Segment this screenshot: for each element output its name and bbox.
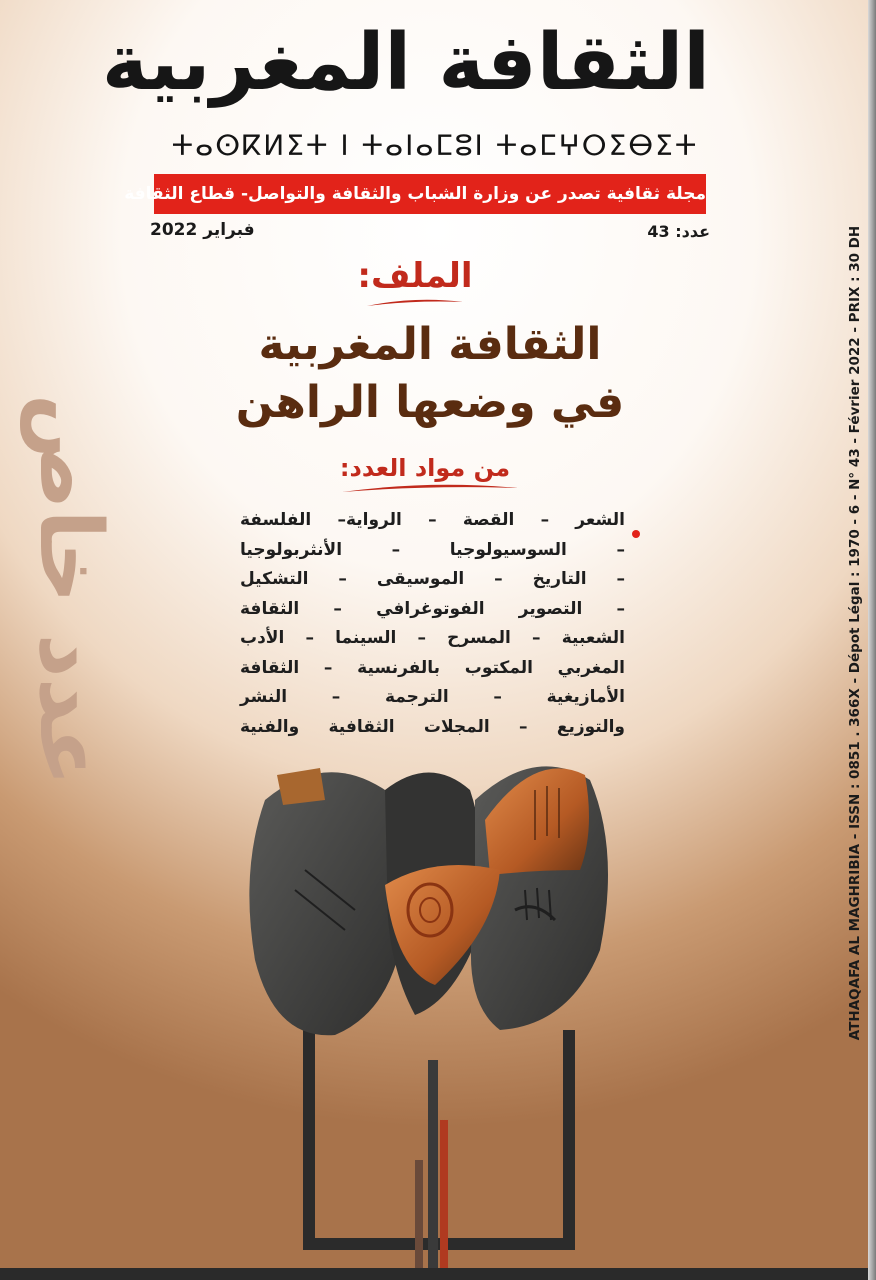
contents-line: – التصوير الفوتوغرافي – الثقافة [240,598,625,619]
file-title-line-1: الثقافة المغربية [258,319,602,370]
issue-date: فبراير 2022 [150,220,255,240]
swoosh-underline-icon [340,480,520,496]
issue-number: عدد: 43 [647,222,710,241]
file-title-line-2: في وضعها الراهن [235,377,625,428]
contents-line: الأمازيغية – الترجمة – النشر [240,687,625,707]
contents-line: والتوزيع – المجلات الثقافية والفنية [240,716,625,737]
contents-list [240,506,625,746]
contents-line: المغربي المكتوب بالفرنسية – الثقافة [240,657,625,678]
bullet-icon [632,530,640,538]
contents-line: – التاريخ – الموسيقى – التشكيل [240,569,625,589]
contents-heading: من مواد العدد: [339,454,511,482]
contents-line: – السوسيولوجيا – الأنثربولوجيا [240,539,625,560]
page-right-edge [868,0,876,1280]
special-issue-label: عدد خاص [20,393,120,787]
file-heading: الملف: [357,256,473,296]
swoosh-underline-icon [365,296,465,310]
contents-line: الشعر – القصة – الرواية– الفلسفة [240,510,625,530]
tifinagh-title: ⵜⴰⵙⴽⵍⵉⵜ ⵏ ⵜⴰⵏⴰⵎⵓⵏ ⵜⴰⵎⵖⵔⵉⴱⵉⵜ [171,129,699,162]
sculpture-artwork [235,760,635,1280]
spine-info-text: ATHAQAFA AL MAGHRIBIA - ISSN : 0851 . 366X - Dépot Légal : 1970 - 6 - N° 43 - Février 2022 - PRIX : 30 DH [847,225,863,1041]
contents-line: الشعبية – المسرح – السينما – الأدب [240,628,625,648]
publisher-banner: مجلة ثقافية تصدر عن وزارة الشباب والثقافة والتواصل- قطاع الثقافة [154,174,706,214]
magazine-title: الثقافة المغربية [101,18,710,108]
file-title [180,316,680,436]
page-bottom-edge [0,1268,876,1280]
